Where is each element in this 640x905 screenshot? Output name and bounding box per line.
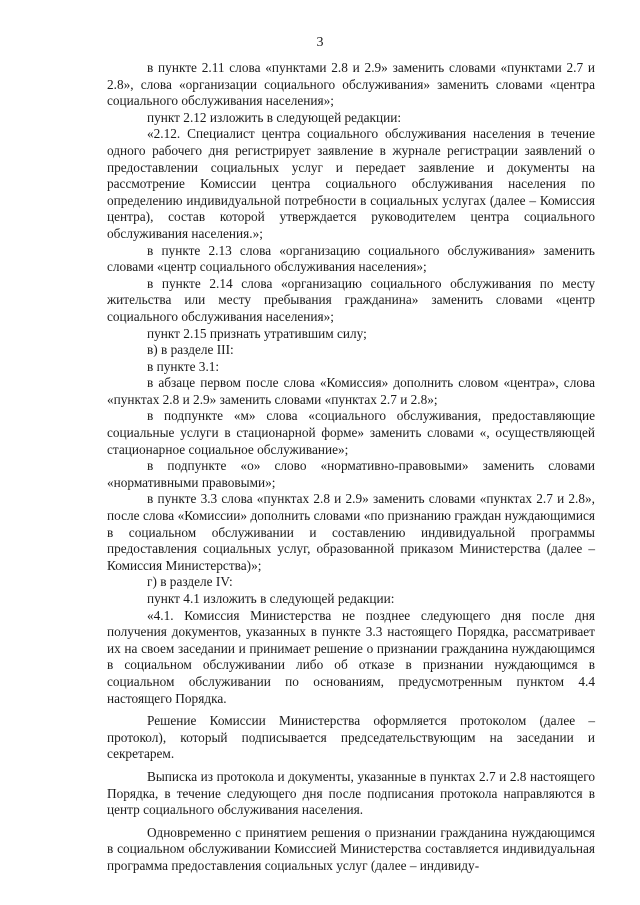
page-number: 3: [316, 35, 324, 50]
paragraph: пункт 2.12 изложить в следующей редакции:: [147, 109, 402, 125]
paragraph: «4.1. Комиссия Министерства не позднее следующего дня после дня получения документов, указанных в пункте 3.3 настоящего Порядка, рассматривает их на своем заседании и принимает решение о признании гражданина нуждающимся в социальном обслуживании либо об отказе в признании нуждающимся в социальном обслуживании по основаниям, предусмотренным пунктом 4.4 настоящего Порядка.: [107, 607, 595, 706]
paragraph: «2.12. Специалист центра социального обслуживания населения в течение одного рабочего дня регистрирует заявление в журнале регистрации заявлений о предоставлении социальных услуг и передает заявление и документы на рассмотрение Комиссии центра социального обслуживания населения по определению индивидуальной потребности в социальных услугах (далее – Комиссия центра), состав которой утверждается руководителем центра социального обслуживания населения.»;: [107, 126, 595, 241]
paragraph: в пункте 2.14 слова «организацию социального обслуживания по месту жительства или месту пребывания гражданина» заменить словами «центр социального обслуживания населения»;: [107, 275, 595, 324]
paragraph: Решение Комиссии Министерства оформляется протоколом (далее – протокол), который подписывается председательствующим на заседании и секретарем.: [107, 713, 595, 762]
paragraph: пункт 2.15 признать утратившим силу;: [147, 325, 367, 341]
paragraph: Выписка из протокола и документы, указанные в пунктах 2.7 и 2.8 настоящего Порядка, в течение следующего дня после подписания протокола направляются в центр социального обслуживания населения.: [107, 768, 595, 818]
paragraph: пункт 4.1 изложить в следующей редакции:: [147, 591, 395, 606]
paragraph: в пункте 2.13 слова «организацию социального обслуживания» заменить словами «центр социального обслуживания населения»;: [107, 242, 595, 275]
paragraph: в пункте 3.1:: [147, 358, 220, 374]
paragraph: в пункте 3.3 слова «пунктах 2.8 и 2.9» заменить словами «пунктах 2.7 и 2.8», после слова «Комиссии» дополнить словами «по признанию граждан нуждающимися в социальном обслуживании и составлению индивидуальной программы предоставления социальных услуг, образованной приказом Министерства (далее – Комиссия Министерства)»;: [107, 491, 595, 573]
paragraph: в абзаце первом после слова «Комиссия» дополнить словом «центра», слова «пунктах 2.8 и 2.9» заменить словами «пунктах 2.7 и 2.8»;: [107, 375, 595, 407]
paragraph: г) в разделе IV:: [147, 574, 233, 590]
paragraph: в подпункте «м» слова «социального обслуживания, предоставляющие социальные услуги в стационарной форме» заменить словами «, осуществляющей стационарное социальное обслуживание»;: [107, 408, 595, 457]
document-body: [107, 60, 595, 875]
paragraph: в) в разделе III:: [147, 342, 234, 358]
paragraph: в подпункте «о» слово «нормативно-правовыми» заменить словами «нормативными правовыми»;: [107, 458, 595, 490]
paragraph: Одновременно с принятием решения о признании гражданина нуждающимся в социальном обслуживании Комиссией Министерства составляется индивидуальная программа предоставления социальных услуг (далее – индивиду-: [107, 824, 595, 873]
paragraph: в пункте 2.11 слова «пунктами 2.8 и 2.9» заменить словами «пунктами 2.7 и 2.8», слова «организации социального обслуживания» заменить словами «центра социального обслуживания населения»;: [107, 60, 595, 109]
